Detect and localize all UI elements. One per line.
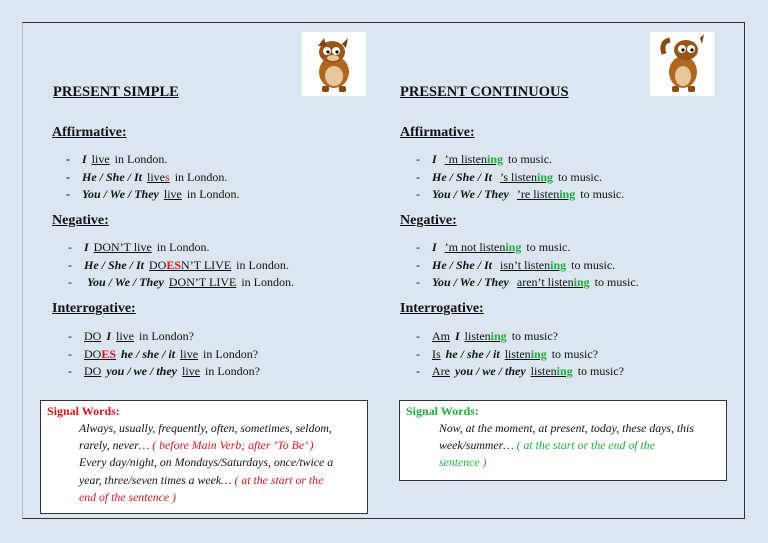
present-simple-affirmative-heading: Affirmative: [52,125,127,140]
list-item: - He / She / It ’s listening to music. [416,169,603,184]
list-item: - DO you / we / they live in London? [68,364,261,378]
cartoon-mascot-image-right [650,32,714,96]
present-simple-interrogative-list [68,328,260,381]
signal-words-text: Always, usually, frequently, often, sometimes, seldom, rarely, never… ( before Main Verb; after ‘To Be’ ) Every day/night, on Mondays/Saturdays, once/twice a year, three/seven times a week… ( at the start or the end of the sentence ) [79,421,334,504]
list-item: - You / We / They aren’t listening to music. [416,275,639,289]
list-item: - I DON’T live in London. [68,240,210,254]
list-item: - You / We / They ’re listening to music. [416,187,625,201]
present-continuous-interrogative-list [416,328,624,381]
list-item: - He / She / It DOESN’T LIVE in London. [68,257,289,272]
cartoon-mascot-image-left [302,32,366,96]
list-item: - You / We / They DON’T LIVE in London. [68,275,294,289]
present-continuous-affirmative-list [416,151,624,204]
present-simple-title: PRESENT SIMPLE [53,84,179,100]
present-continuous-signal-words-box [399,400,727,481]
list-item: - You / We / They live in London. [66,187,240,201]
present-simple-affirmative-list [66,151,240,204]
present-continuous-negative-list [416,239,639,292]
present-continuous-negative-heading: Negative: [400,213,457,228]
list-item: - I live in London. [66,152,168,166]
signal-words-title: Signal Words: [47,404,120,418]
present-continuous-interrogative-heading: Interrogative: [400,301,484,316]
list-item: - He / She / It lives in London. [66,169,228,184]
present-continuous-title: PRESENT CONTINUOUS [400,84,569,100]
list-item: - Are you / we / they listening to music? [416,364,625,378]
list-item: - I ’m not listening to music. [416,240,571,254]
list-item: - DOES he / she / it live in London? [68,346,259,361]
signal-words-text: Now, at the moment, at present, today, these days, this week/summer… ( at the start or the end of the sentence ) [439,421,694,470]
present-simple-negative-heading: Negative: [52,213,109,228]
list-item: - Is he / she / it listening to music? [416,346,599,361]
signal-words-title: Signal Words: [406,404,479,418]
present-simple-interrogative-heading: Interrogative: [52,301,136,316]
present-continuous-affirmative-heading: Affirmative: [400,125,475,140]
list-item: - I ’m listening to music. [416,152,553,166]
present-simple-signal-words-box [40,400,368,514]
list-item: - DO I live in London? [68,329,195,343]
list-item: - Am I listening to music? [416,329,559,343]
list-item: - He / She / It isn’t listening to music. [416,257,616,272]
present-simple-negative-list [68,239,294,292]
